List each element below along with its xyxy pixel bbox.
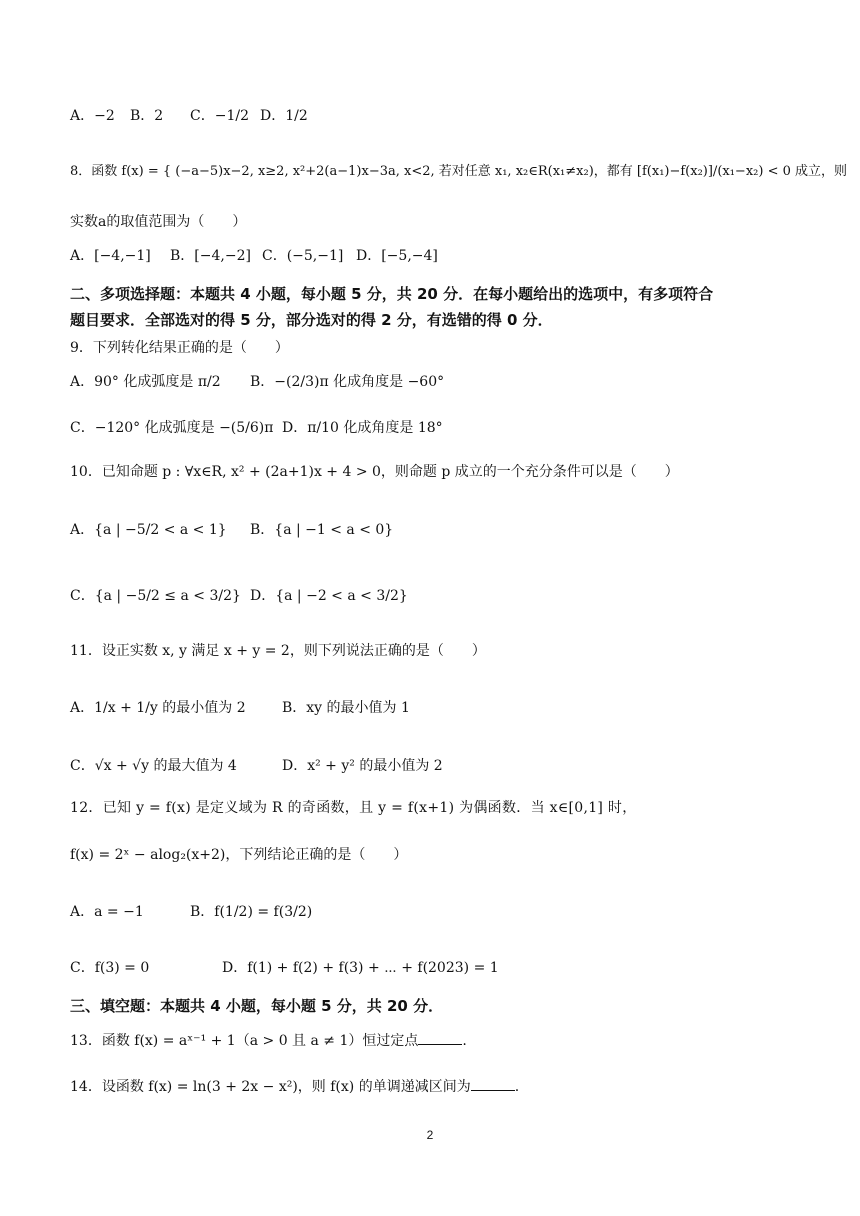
- q14-text: 14．设函数 f(x) = ln(3 + 2x − x²)，则 f(x) 的单调递减区间为: [70, 1079, 471, 1095]
- q7-option-c: C．−1/2: [190, 108, 249, 124]
- section-2-heading: 二、多项选择题：本题共 4 小题，每小题 5 分，共 20 分．在每小题给出的选项中，有多项符合: [70, 285, 714, 303]
- q10-option-d: D．{a | −2 < a < 3/2}: [250, 588, 408, 604]
- q8-option-c: C．(−5,−1]: [262, 248, 344, 264]
- page-number: 2: [426, 1128, 434, 1142]
- q8-option-d: D．[−5,−4]: [356, 248, 438, 264]
- q9-option-d: D．π/10 化成角度是 18°: [282, 420, 443, 436]
- q7-option-a: A．−2: [70, 108, 115, 124]
- q12-option-b: B．f(1/2) = f(3/2): [190, 904, 313, 920]
- q10-stem: 10．已知命题 p : ∀x∈R, x² + (2a+1)x + 4 > 0，则命题 p 成立的一个充分条件可以是（ ）: [70, 464, 679, 480]
- q12-stem: 12．已知 y = f(x) 是定义域为 R 的奇函数，且 y = f(x+1) 为偶函数．当 x∈[0,1] 时，: [70, 800, 637, 816]
- q11-option-d: D．x² + y² 的最小值为 2: [282, 758, 443, 774]
- q10-option-a: A．{a | −5/2 < a < 1}: [70, 522, 227, 538]
- q10-option-c: C．{a | −5/2 ≤ a < 3/2}: [70, 588, 241, 604]
- q13-stem: [70, 1030, 467, 1051]
- q11-stem: 11．设正实数 x, y 满足 x + y = 2，则下列说法正确的是（ ）: [70, 643, 486, 659]
- q7-option-b: B．2: [130, 108, 164, 124]
- q13-text: 13．函数 f(x) = aˣ⁻¹ + 1（a > 0 且 a ≠ 1）恒过定点: [70, 1033, 419, 1049]
- q13-answer-blank[interactable]: [418, 1030, 462, 1045]
- q11-option-b: B．xy 的最小值为 1: [282, 700, 410, 716]
- q11-option-a: A．1/x + 1/y 的最小值为 2: [70, 700, 246, 716]
- q11-option-c: C．√x + √y 的最大值为 4: [70, 758, 237, 774]
- q12-option-c: C．f(3) = 0: [70, 960, 150, 976]
- q12-option-d: D．f(1) + f(2) + f(3) + ⋯ + f(2023) = 1: [222, 960, 499, 976]
- q8-stem-continued: 实数a的取值范围为（ ）: [70, 214, 247, 230]
- section-3-heading: 三、填空题：本题共 4 小题，每小题 5 分，共 20 分．: [70, 997, 444, 1015]
- q14-stem: [70, 1076, 519, 1097]
- q9-option-c: C．−120° 化成弧度是 −(5/6)π: [70, 420, 274, 436]
- q12-option-a: A．a = −1: [70, 904, 144, 920]
- q9-stem: 9．下列转化结果正确的是（ ）: [70, 340, 289, 356]
- q8-stem: 8．函数 f(x) = { (−a−5)x−2, x≥2, x²+2(a−1)x−3a, x<2, 若对任意 x₁, x₂∈R(x₁≠x₂)，都有 [f(x₁)−f(x₂)]/(x₁−x₂) < 0 成立，则: [70, 164, 847, 179]
- q14-answer-blank[interactable]: [471, 1076, 515, 1091]
- q8-option-a: A．[−4,−1]: [70, 248, 151, 264]
- q7-option-d: D．1/2: [260, 108, 308, 124]
- q13-period: .: [462, 1033, 467, 1049]
- q8-option-b: B．[−4,−2]: [170, 248, 251, 264]
- q9-option-a: A．90° 化成弧度是 π/2: [70, 374, 221, 390]
- q9-option-b: B．−(2/3)π 化成角度是 −60°: [250, 374, 445, 390]
- q14-period: .: [514, 1079, 520, 1095]
- q10-option-b: B．{a | −1 < a < 0}: [250, 522, 394, 538]
- section-2-heading-cont: 题目要求．全部选对的得 5 分，部分选对的得 2 分，有选错的得 0 分．: [70, 311, 553, 329]
- q12-stem-continued: f(x) = 2ˣ − alog₂(x+2)，下列结论正确的是（ ）: [70, 847, 408, 863]
